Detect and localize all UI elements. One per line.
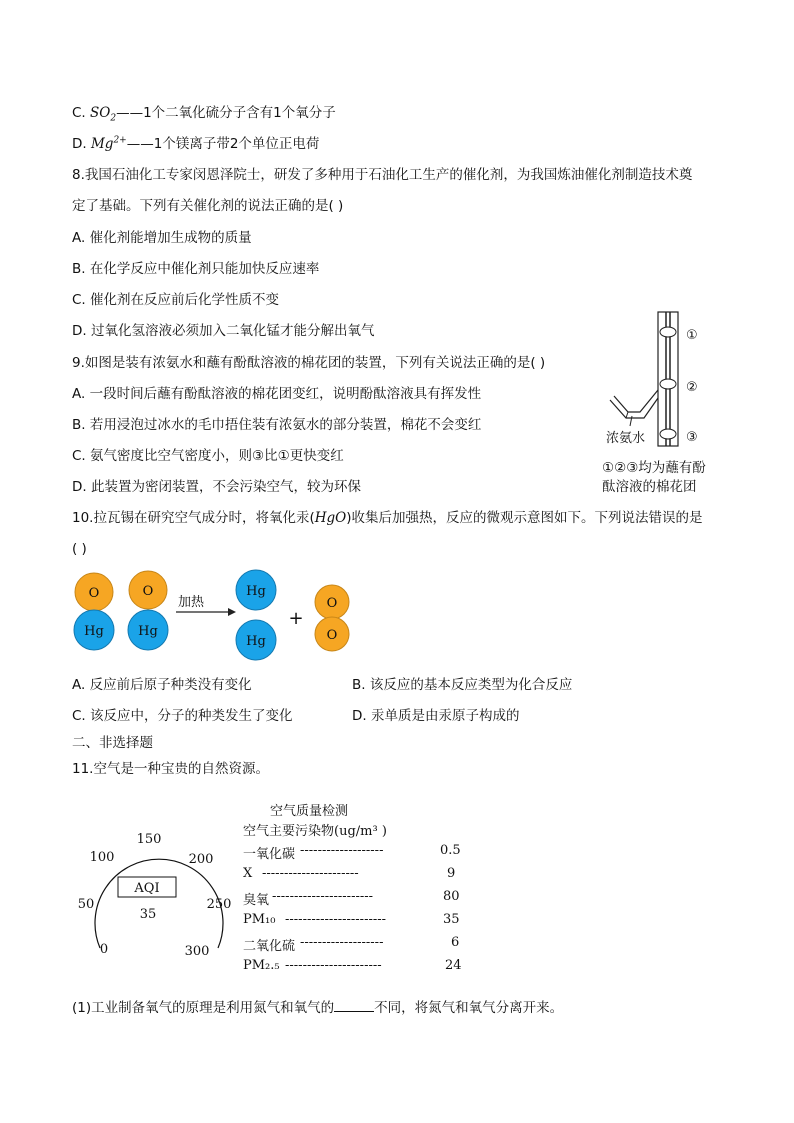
gauge-tick: 200 xyxy=(188,852,214,867)
aq-row-name: PM₁₀ xyxy=(243,912,276,927)
aq-row-dashes: ---------------------- xyxy=(262,866,359,881)
q10-stem-line2: ( ) xyxy=(72,541,87,557)
atom-label-o: O xyxy=(142,584,154,599)
atom-label-o: O xyxy=(88,586,100,601)
q8-option-a: A. 催化剂能增加生成物的质量 xyxy=(72,230,252,246)
aqi-label: AQI xyxy=(134,881,160,896)
option-text: ——1个镁离子带2个单位正电荷 xyxy=(126,136,320,152)
q7-option-d xyxy=(72,135,319,153)
formula-superscript: 2+ xyxy=(113,135,127,146)
aq-row-name: X xyxy=(243,866,253,881)
formula-subscript: 2 xyxy=(110,113,117,124)
formula-so2 xyxy=(90,105,117,124)
gauge-tick: 100 xyxy=(89,850,115,865)
aq-row-dashes: ------------------- xyxy=(300,935,384,950)
aq-row-value: 9 xyxy=(447,866,456,881)
aq-row-dashes: ----------------------- xyxy=(272,889,374,904)
figure-caption-line1: ①②③均为蘸有酚 xyxy=(602,460,706,476)
gauge-tick: 150 xyxy=(136,832,162,847)
q9-option-d: D. 此装置为密闭装置，不会污染空气，较为环保 xyxy=(72,479,361,495)
aq-table-title: 空气质量检测 xyxy=(270,804,349,819)
q8-option-b: B. 在化学反应中催化剂只能加快反应速率 xyxy=(72,261,320,277)
gauge-tick: 50 xyxy=(77,897,95,912)
cotton-ball-2 xyxy=(660,379,676,389)
section-heading: 二、非选择题 xyxy=(72,735,153,751)
option-text: ——1个二氧化硫分子含有1个氧分子 xyxy=(116,105,336,121)
side-arm xyxy=(614,390,658,412)
aq-row-dashes: ------------------- xyxy=(300,843,384,858)
label-1: ① xyxy=(686,328,698,343)
aq-table-subtitle: 空气主要污染物(ug/m³ ) xyxy=(243,824,387,839)
option-letter: D. xyxy=(72,136,91,152)
arrow-label: 加热 xyxy=(178,595,205,610)
formula-text: Mg xyxy=(90,136,114,152)
q9-option-b: B. 若用浸泡过冰水的毛巾捂住装有浓氨水的部分装置，棉花不会变红 xyxy=(72,417,482,433)
q11-stem: 11.空气是一种宝贵的自然资源。 xyxy=(72,761,269,777)
gauge-tick: 0 xyxy=(99,942,109,957)
q10-option-a: A. 反应前后原子种类没有变化 xyxy=(72,677,252,693)
aq-row-name: 臭氧 xyxy=(243,893,270,908)
atom-label-o: O xyxy=(326,628,338,643)
funnel-bottom xyxy=(626,412,628,418)
ammonia-label: 浓氨水 xyxy=(606,431,646,446)
gauge-tick: 300 xyxy=(184,944,210,959)
q8-stem-line1: 8.我国石油化工专家闵恩泽院士，研发了多种用于石油化工生产的催化剂，为我国炼油催化剂制造技术奠 xyxy=(72,167,693,183)
aqi-value: 35 xyxy=(139,907,157,922)
aq-row-name: 一氧化碳 xyxy=(243,847,296,862)
atom-label-hg: Hg xyxy=(246,584,266,599)
q10-stem-line1 xyxy=(72,509,703,527)
q7-option-c xyxy=(72,104,336,122)
aq-row-name: PM₂.₅ xyxy=(243,958,280,973)
q9-option-c: C. 氨气密度比空气密度小，则③比①更快变红 xyxy=(72,448,344,464)
ammonia-apparatus-figure xyxy=(600,308,740,448)
atom-label-hg: Hg xyxy=(246,634,266,649)
aq-row-value: 80 xyxy=(443,889,460,904)
option-letter: C. xyxy=(72,105,91,121)
gauge-arc xyxy=(95,859,223,948)
figure-caption-line2: 酞溶液的棉花团 xyxy=(602,479,697,495)
aq-row-value: 24 xyxy=(445,958,462,973)
q8-option-d: D. 过氧化氢溶液必须加入二氧化锰才能分解出氧气 xyxy=(72,323,375,339)
aq-row-name: 二氧化硫 xyxy=(243,939,296,954)
arrow-head-icon xyxy=(228,608,236,616)
q10-option-b: B. 该反应的基本反应类型为化合反应 xyxy=(352,677,573,693)
side-arm-outer xyxy=(610,398,658,418)
reaction-diagram xyxy=(70,568,370,668)
q9-option-a: A. 一段时间后蘸有酚酞溶液的棉花团变红，说明酚酞溶液具有挥发性 xyxy=(72,386,482,402)
stem-text: )收集后加强热，反应的微观示意图如下。下列说法错误的是 xyxy=(346,510,703,526)
sub1-text: (1)工业制备氧气的原理是利用氮气和氧气的 xyxy=(72,1000,335,1016)
answer-blank[interactable] xyxy=(334,999,374,1012)
aq-row-dashes: ----------------------- xyxy=(285,912,387,927)
aqi-gauge xyxy=(74,826,244,966)
formula-hgo: HgO xyxy=(314,510,347,526)
q8-stem-line2: 定了基础。下列有关催化剂的说法正确的是( ) xyxy=(72,198,344,214)
cotton-ball-1 xyxy=(660,327,676,337)
q8-option-c: C. 催化剂在反应前后化学性质不变 xyxy=(72,292,280,308)
q9-stem: 9.如图是装有浓氨水和蘸有酚酞溶液的棉花团的装置，下列有关说法正确的是( ) xyxy=(72,355,546,371)
gauge-tick: 250 xyxy=(206,897,232,912)
q11-sub1 xyxy=(72,999,563,1017)
formula-mg-ion xyxy=(91,136,127,152)
atom-label-hg: Hg xyxy=(138,624,158,639)
aq-row-value: 6 xyxy=(451,935,460,950)
label-3: ③ xyxy=(686,430,698,445)
label-2: ② xyxy=(686,380,698,395)
atom-label-hg: Hg xyxy=(84,624,104,639)
aq-row-value: 35 xyxy=(443,912,460,927)
formula-text: SO xyxy=(90,105,111,121)
sub1-text: 不同，将氮气和氧气分离开来。 xyxy=(374,1000,564,1016)
q10-option-c: C. 该反应中，分子的种类发生了变化 xyxy=(72,708,293,724)
q10-option-d: D. 汞单质是由汞原子构成的 xyxy=(352,708,520,724)
aq-row-dashes: ---------------------- xyxy=(285,958,382,973)
stem-text: 10.拉瓦锡在研究空气成分时，将氧化汞( xyxy=(72,510,315,526)
aq-row-value: 0.5 xyxy=(440,843,461,858)
cotton-ball-3 xyxy=(660,429,676,439)
plus-sign: + xyxy=(288,608,304,629)
atom-label-o: O xyxy=(326,596,338,611)
